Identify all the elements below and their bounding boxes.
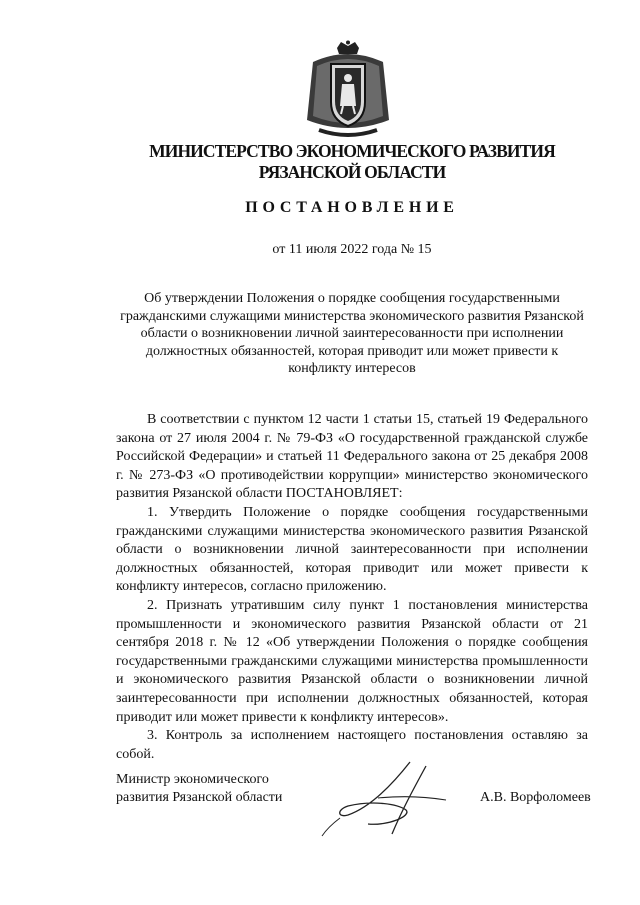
document-body — [116, 411, 588, 764]
document-title: Об утверждении Положения о порядке сообщения государственными гражданскими служащими министерства экономического развития Рязанской области о возникновении личной заинтересованности при исполнении должностных обязанностей, которая приводит или может привести к конфликту интересов — [120, 291, 584, 377]
coat-of-arms-emblem — [303, 40, 393, 140]
handwritten-signature — [318, 760, 450, 840]
item-2-paragraph: 2. Признать утратившим силу пункт 1 постановления министерства промышленности и экономического развития Рязанской области от 21 сентября 2018 г. № 12 «Об утверждении Положения о порядке сообщения государственными гражданскими служащими министерства промышленности и экономического развития Рязанской области о возникновении личной заинтересованности при исполнении должностных обязанностей, которая приводит или может привести к конфликту интересов». — [116, 597, 588, 725]
document-date: от 11 июля 2022 года № 15 — [272, 242, 432, 257]
ministry-name-line2: РЯЗАНСКОЙ ОБЛАСТИ — [258, 162, 446, 182]
signatory-role — [116, 771, 316, 806]
ministry-name — [0, 141, 640, 183]
ministry-name-line1: МИНИСТЕРСТВО ЭКОНОМИЧЕСКОГО РАЗВИТИЯ — [149, 141, 555, 161]
signatory-name: А.В. Ворфоломеев — [480, 790, 591, 805]
item-3-paragraph: 3. Контроль за исполнением настоящего постановления оставляю за собой. — [116, 728, 588, 762]
document-type: ПОСТАНОВЛЕНИЕ — [245, 199, 459, 216]
preamble-paragraph: В соответствии с пунктом 12 части 1 статьи 15, статьей 19 Федерального закона от 27 июля 2004 г. № 79-ФЗ «О государственной гражданской службе Российской Федерации» и статьей 11 Федерального закона от 25 декабря 2008 г. № 273-ФЗ «О противодействии коррупции» министерство экономического развития Рязанской области ПОСТАНОВЛЯЕТ: — [116, 412, 588, 502]
signatory-role-line1: Министр экономического — [116, 772, 269, 787]
signatory-role-line2: развития Рязанской области — [116, 789, 283, 805]
item-1-paragraph: 1. Утвердить Положение о порядке сообщения государственными гражданскими служащими министерства экономического развития Рязанской области о возникновении личной заинтересованности при исполнении должностных обязанностей, которая приводит или может привести к конфликту интересов, согласно приложению. — [116, 504, 588, 595]
